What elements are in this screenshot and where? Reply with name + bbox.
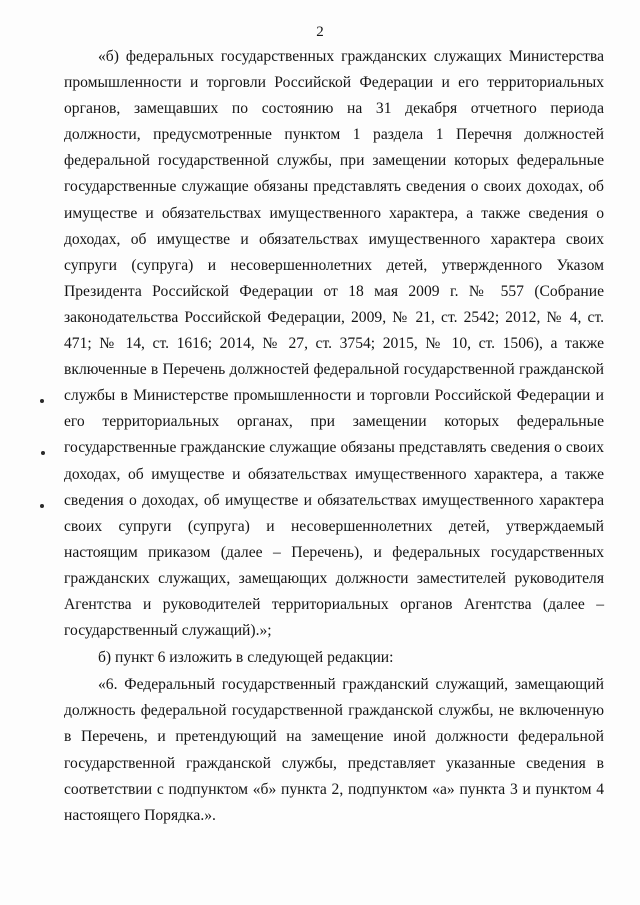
paragraph-amend-point-6: б) пункт 6 изложить в следующей редакции: [98, 649, 394, 667]
document-body [64, 44, 604, 829]
paragraph-point-6-text: «6. Федеральный государственный гражданский служащий, замещающий должность федеральной государственной гражданской службы, не включенную в Перечень, и претендующий на замещение иной должности федеральной государственной гражданской службы, представляет указанные сведения в соответствии с подпунктом «б» пункта 2, подпунктом «а» пункта 3 и пунктом 4 настоящего Порядка.». [64, 676, 604, 824]
page-number: 2 [316, 24, 324, 40]
scan-mark [41, 451, 45, 455]
scan-mark [40, 504, 44, 508]
paragraph-subpoint-b-text: «б) федеральных государственных гражданских служащих Министерства промышленности и торговли Российской Федерации и его территориальных органов, замещавших по состоянию на 31 декабря отчетного периода должности, предусмотренные пунктом 1 раздела 1 Перечня должностей федеральной государственной службы, при замещении которых федеральные государственные служащие обязаны представлять сведения о своих доходах, об имуществе и обязательствах имущественного характера, а также сведения о доходах, об имуществе и обязательствах имущественного характера своих супруги (супруга) и несовершеннолетних детей, утвержденного Указом Президента Российской Федерации от 18 мая 2009 г. № 557 (Собрание законодательства Российской Федерации, 2009, № 21, ст. 2542; 2012, № 4, ст. 471; № 14, ст. 1616; 2014, № 27, ст. 3754; 2015, № 10, ст. 1506), а также включенные в Перечень должностей федеральной государственной гражданской службы в Министерстве промышленности и торговли Российской Федерации и его территориальных органах, при замещении которых федеральные государственные гражданские служащие обязаны представлять сведения о своих доходах, об имуществе и обязательствах имущественного характера, а также сведения о доходах, об имуществе и обязательствах имущественного характера своих супруги (супруга) и несовершеннолетних детей, утверждаемый настоящим приказом (далее – Перечень), и федеральных государственных гражданских служащих, замещающих должности заместителей руководителя Агентства и руководителей территориальных органов Агентства (далее – государственный служащий).»; [64, 48, 604, 640]
scan-mark [40, 399, 44, 403]
